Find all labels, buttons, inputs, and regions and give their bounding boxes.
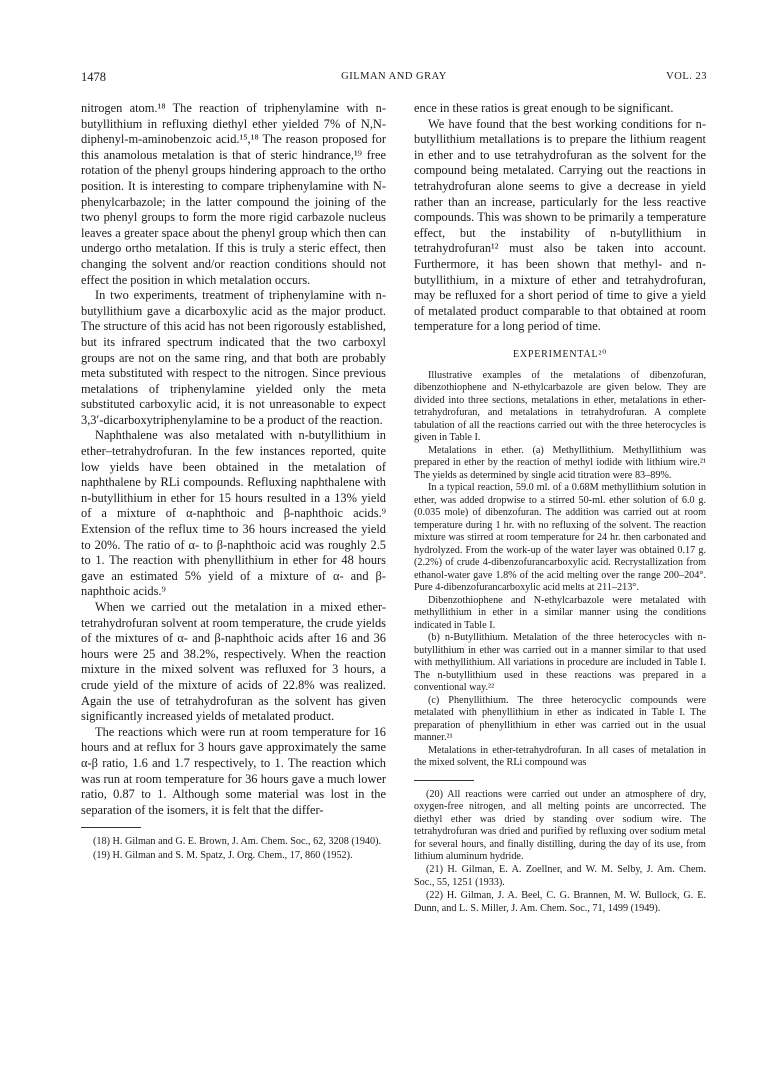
right-body [414, 101, 706, 335]
paragraph: In two experiments, treatment of triphenylamine with n-butyllithium gave a dicarboxylic acid as the major product. The structure of this acid has not been rigorously established, but its infrared spectrum indicated that the two carboxyl groups are not on the same ring, and that both are probably meta substituted with respect to the nitrogen. Since previous metalations of triphenylamine yielded only the meta substituted carboxylic acid, it is not unreasonable to expect 3,3′-dicarboxytriphenylamine to be a product of the reaction. [81, 288, 386, 427]
footnote-divider [414, 780, 474, 781]
footnote: (22) H. Gilman, J. A. Beel, C. G. Brannen, M. W. Bullock, G. E. Dunn, and L. S. Miller, J. Am. Chem. Soc., 71, 1499 (1949). [414, 890, 706, 914]
experimental-paragraph: Metalations in ether. (a) Methyllithium. Methyllithium was prepared in ether by the reaction of methyl iodide with lithium wire.²¹ The yields as determined by single acid titration were 83–89%. [414, 444, 706, 481]
left-column [81, 101, 386, 863]
experimental-paragraph: (b) n-Butyllithium. Metalation of the three heterocycles with n-butyllithium in ether was carried out in a manner similar to that used with methyllithium. All variations in procedure are included in Table I. The n-butyllithium used in these reactions was prepared in a conventional way.²² [414, 632, 706, 694]
section-title: EXPERIMENTAL²⁰ [512, 348, 608, 360]
footnote: (18) H. Gilman and G. E. Brown, J. Am. Chem. Soc., 62, 3208 (1940). [93, 836, 382, 848]
footnote: (21) H. Gilman, E. A. Zoellner, and W. M. Selby, J. Am. Chem. Soc., 55, 1251 (1933). [414, 864, 706, 888]
left-footnotes [81, 836, 386, 862]
right-column [414, 101, 706, 916]
experimental-paragraph: In a typical reaction, 59.0 ml. of a 0.68M methyllithium solution in ether, was added dropwise to a stirred 50-ml. ether solution of 6.0 g. (0.035 mole) of dibenzofuran. The addition was carried out at room temperature during 1 hr. with no refluxing of the solvent. The reaction mixture was stirred at room temperature for 24 hr. then carbonated and hydrolyzed. From the work-up of the water layer was obtained 0.17 g. (2.2%) of crude 4-dibenzofurancarboxylic acid. Recrystallization from ethanol-water gave 1.8% of the acid melting over the range 200–204°. Pure 4-dibenzofurancarboxylic acid melts at 211–213°. [414, 482, 706, 594]
paragraph: ence in these ratios is great enough to be significant. [414, 101, 674, 115]
paragraph: The reactions which were run at room temperature for 16 hours and at reflux for 3 hours gave approximately the same α-β ratio, 1.6 and 1.7 respectively, to 1. The reaction which was run at room temperature for 36 hours gave a much lower ratio, 0.87 to 1. Although some material was lost in the separation of the isomers, it is felt that the differ- [81, 724, 386, 817]
left-body [81, 101, 386, 818]
paragraph: nitrogen atom.¹⁸ The reaction of triphenylamine with n-butyllithium in refluxing diethyl ether yielded 7% of N,N-diphenyl-m-aminobenzoic acid.¹⁵,¹⁸ The reason proposed for this anamolous metalation is that of steric hindrance,¹⁹ free rotation of the phenyl groups hindering approach to the ortho position. It is interesting to compare triphenylamine with N-phenylcarbazole; in the latter compound the joining of the two phenyl groups to form the more rigid carbazole nucleus leaves a greater space about the phenyl group which then can undergo ortho metalation. If this is truly a steric effect, then changing the solvent and/or reaction conditions should not effect the position in which metalation occurs. [81, 101, 386, 287]
experimental-section [414, 370, 706, 770]
paragraph: Naphthalene was also metalated with n-butyllithium in ether–tetrahydrofuran. In the few instances reported, quite low yields have been obtained in the metalation of naphthalene by RLi compounds. Refluxing naphthalene with n-butyllithium in ether for 15 hours resulted in a 13% yield of a mixture of α-naphthoic and β-naphthoic acids.⁹ Extension of the reflux time to 36 hours increased the yield to 20%. The ratio of α- to β-naphthoic acid was roughly 2.5 to 1. The reaction with phenyllithium in ether for 48 hours gave an estimated 5% yield of a mixture of α- and β-naphthoic acids.⁹ [81, 428, 386, 599]
footnote: (20) All reactions were carried out under an atmosphere of dry, oxygen-free nitrogen, and all melting points are uncorrected. The diethyl ether was dried by standing over sodium wire. The tetrahydrofuran was dried and purified by refluxing over sodium metal for several hours, and finally distilling, during the day of its use, from lithium aluminum hydride. [414, 788, 706, 862]
page-header [81, 70, 707, 90]
paragraph: When we carried out the metalation in a mixed ether-tetrahydrofuran solvent at room temperature, the crude yields of the mixtures of α- and β-naphthoic acids after 16 and 36 hours were 25 and 38.2%, respectively. When the reaction mixture in the mixed solvent was refluxed for 3 hours, a crude yield of the mixture of acids of 22.8% was realized. Again the use of tetrahydrofuran as the solvent has given significantly increased yields of metalated product. [81, 600, 386, 724]
running-title: GILMAN AND GRAY [341, 71, 447, 82]
paragraph: We have found that the best working conditions for n-butyllithium metallations is to prepare the lithium reagent in ether and to use tetrahydrofuran as the solvent for the compound being metalated. Carrying out the reactions in tetrahydrofuran alone seems to give a decrease in yield rather than an increase, particularly for the less reactive compounds. This was shown to be primarily a temperature effect, but the instability of n-butyllithium in tetrahydrofuran¹² must also be taken into account. Furthermore, it has been shown that methyl- and n-butyllithium, in a mixture of ether and tetrahydrofuran, may be refluxed for a short period of time to give a yield of metalated product comparable to that obtained at room temperature for a long period of time. [414, 116, 706, 334]
experimental-paragraph: Illustrative examples of the metalations of dibenzofuran, dibenzothiophene and N-ethylcarbazole are given below. They are divided into three sections, metalations in ether, metalations in ether-tetrahydrofuran, and metalations in tetrahydrofuran. A complete tabulation of all the reactions carried out with the three heterocycles is given in Table I. [414, 369, 706, 444]
experimental-paragraph: (c) Phenyllithium. The three heterocyclic compounds were metalated with phenyllithium in ether as indicated in Table I. The preparation of phenyllithium in ether was carried out in the usual manner.²¹ [414, 694, 706, 744]
page-number: 1478 [81, 70, 106, 84]
volume-label: VOL. 23 [666, 71, 707, 82]
footnote-divider [81, 827, 141, 828]
experimental-paragraph: Metalations in ether-tetrahydrofuran. In all cases of metalation in the mixed solvent, the RLi compound was [414, 744, 706, 769]
right-footnotes [414, 789, 706, 915]
experimental-paragraph: Dibenzothiophene and N-ethylcarbazole were metalated with methyllithium in ether in a similar manner using the conditions indicated in Table I. [414, 594, 706, 631]
footnote: (19) H. Gilman and S. M. Spatz, J. Org. Chem., 17, 860 (1952). [93, 849, 353, 861]
